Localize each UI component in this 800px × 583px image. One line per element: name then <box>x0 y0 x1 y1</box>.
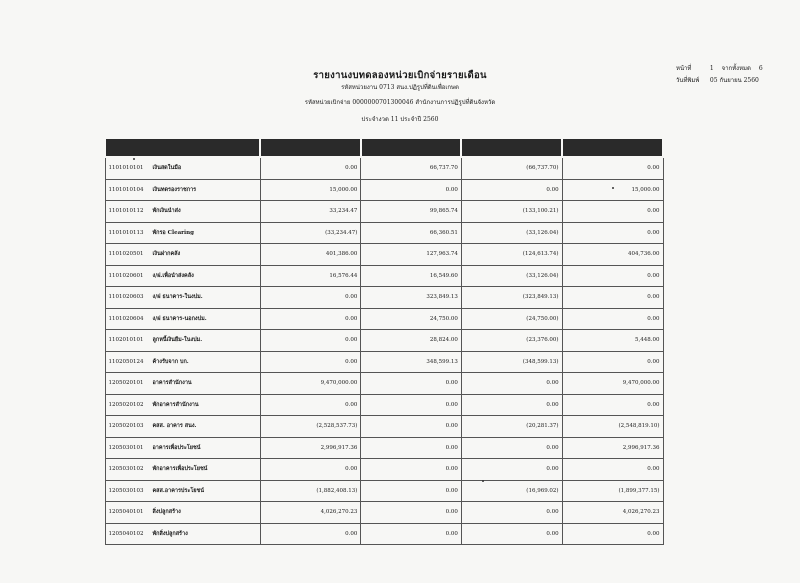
amount-cell-c3: 0.00 <box>461 179 562 201</box>
amount-cell-c2: 0.00 <box>361 502 462 524</box>
account-name: ค้างรับจาก บก. <box>152 358 189 365</box>
amount-cell-c3: (124,613.74) <box>461 244 562 266</box>
account-name: อาคารเพื่อประโยชน์ <box>152 444 201 451</box>
account-cell <box>105 244 260 266</box>
header-cell-col2 <box>361 138 462 157</box>
account-name: พักอาคารสำนักงาน <box>152 401 199 408</box>
account-name: พักรอ Clearing <box>152 229 194 236</box>
account-cell <box>105 437 260 459</box>
amount-cell-c4: (1,899,377.15) <box>562 480 663 502</box>
amount-cell-c3: 0.00 <box>461 373 562 395</box>
amount-cell-c3: 0.00 <box>461 437 562 459</box>
amount-cell-c1: 0.00 <box>260 523 361 545</box>
table-row <box>105 459 663 481</box>
account-name: ง/ฝ ธนาคาร-นอกงปม. <box>152 315 207 322</box>
amount-cell-c3: (133,100.21) <box>461 201 562 223</box>
amount-cell-c3: (348,599.13) <box>461 351 562 373</box>
amount-cell-c4: 0.00 <box>562 459 663 481</box>
account-cell <box>105 265 260 287</box>
amount-cell-c1: 0.00 <box>260 157 361 179</box>
scan-speck <box>133 158 135 160</box>
table-header-row <box>105 138 663 157</box>
account-code: 1101020603 <box>108 294 144 301</box>
amount-cell-c1: 33,234.47 <box>260 201 361 223</box>
header-cell-col3 <box>461 138 562 157</box>
account-cell <box>105 201 260 223</box>
account-code: 1205020102 <box>108 401 144 408</box>
table-row <box>105 201 663 223</box>
account-code: 1205040101 <box>108 509 144 516</box>
agency-code-line: รหัสหน่วยงาน 0713 สนง.ปฏิรูปที่ดินเพื่อเกษต <box>341 84 459 91</box>
table-row <box>105 308 663 330</box>
amount-cell-c4: 0.00 <box>562 265 663 287</box>
amount-cell-c1: 0.00 <box>260 351 361 373</box>
table-row <box>105 351 663 373</box>
amount-cell-c3: (24,750.00) <box>461 308 562 330</box>
account-cell <box>105 502 260 524</box>
amount-cell-c4: 4,026,270.23 <box>562 502 663 524</box>
account-code: 1205030103 <box>108 487 144 494</box>
amount-cell-c4: 0.00 <box>562 157 663 179</box>
amount-cell-c3: (66,737.70) <box>461 157 562 179</box>
disbursement-unit-line: รหัสหน่วยเบิกจ่าย 0000000701300046 สำนักงานการปฏิรูปที่ดินจังหวัด <box>304 99 496 106</box>
account-code: 1205030102 <box>108 466 144 473</box>
account-name: พักอาคารเพื่อประโยชน์ <box>152 466 208 473</box>
amount-cell-c1: 16,576.44 <box>260 265 361 287</box>
amount-cell-c4: 9,470,000.00 <box>562 373 663 395</box>
page-of-label: จากทั้งหมด <box>721 65 751 72</box>
account-code: 1101020601 <box>108 272 144 279</box>
amount-cell-c2: 66,737.70 <box>361 157 462 179</box>
amount-cell-c4: 0.00 <box>562 308 663 330</box>
header-cell-col1 <box>260 138 361 157</box>
account-cell <box>105 523 260 545</box>
amount-cell-c2: 16,549.60 <box>361 265 462 287</box>
account-cell <box>105 416 260 438</box>
amount-cell-c3: (23,376.00) <box>461 330 562 352</box>
amount-cell-c3: 0.00 <box>461 502 562 524</box>
account-name: เงินสดในมือ <box>152 165 182 172</box>
amount-cell-c4: 0.00 <box>562 394 663 416</box>
account-name: คสส.อาคารประโยชน์ <box>152 487 204 494</box>
amount-cell-c1: (2,528,537.73) <box>260 416 361 438</box>
amount-cell-c3: (33,126.04) <box>461 265 562 287</box>
account-code: 1101020501 <box>108 251 144 258</box>
header-cell-account <box>105 138 260 157</box>
amount-cell-c1: 0.00 <box>260 394 361 416</box>
amount-cell-c1: 2,996,917.36 <box>260 437 361 459</box>
amount-cell-c2: 24,750.00 <box>361 308 462 330</box>
account-cell <box>105 480 260 502</box>
amount-cell-c2: 0.00 <box>361 523 462 545</box>
account-name: พักสิ่งปลูกสร้าง <box>152 530 188 537</box>
account-code: 1205030101 <box>108 444 144 451</box>
account-name: สิ่งปลูกสร้าง <box>152 509 181 516</box>
amount-cell-c2: 0.00 <box>361 416 462 438</box>
table-row <box>105 480 663 502</box>
amount-cell-c2: 0.00 <box>361 459 462 481</box>
amount-cell-c2: 323,849.13 <box>361 287 462 309</box>
account-code: 1101010101 <box>108 165 144 172</box>
account-cell <box>105 459 260 481</box>
table-row <box>105 437 663 459</box>
table-row <box>105 330 663 352</box>
amount-cell-c1: 15,000.00 <box>260 179 361 201</box>
amount-cell-c3: (16,969.02) <box>461 480 562 502</box>
account-code: 1101010104 <box>108 186 144 193</box>
page-value: 1 <box>709 65 714 72</box>
account-name: เงินฝากคลัง <box>152 251 181 258</box>
amount-cell-c1: 0.00 <box>260 308 361 330</box>
account-code: 1205020101 <box>108 380 144 387</box>
table-row <box>105 179 663 201</box>
amount-cell-c2: 0.00 <box>361 373 462 395</box>
period-line: ประจำงวด 11 ประจำปี 2560 <box>361 116 439 123</box>
table-row <box>105 244 663 266</box>
table-row <box>105 502 663 524</box>
account-code: 1102050124 <box>108 358 144 365</box>
header-cell-col4 <box>562 138 663 157</box>
amount-cell-c1: 4,026,270.23 <box>260 502 361 524</box>
table-row <box>105 222 663 244</box>
account-name: คสส. อาคาร สนง. <box>152 423 197 430</box>
amount-cell-c4: 5,448.00 <box>562 330 663 352</box>
account-code: 1101010112 <box>108 208 144 215</box>
amount-cell-c2: 0.00 <box>361 437 462 459</box>
amount-cell-c2: 0.00 <box>361 394 462 416</box>
amount-cell-c2: 28,824.00 <box>361 330 462 352</box>
account-name: ลูกหนี้เงินยืม-ในงปม. <box>152 337 203 344</box>
amount-cell-c4: 0.00 <box>562 287 663 309</box>
amount-cell-c4: 0.00 <box>562 222 663 244</box>
amount-cell-c3: 0.00 <box>461 459 562 481</box>
amount-cell-c1: (1,882,408.13) <box>260 480 361 502</box>
account-name: ง/ฝ.เพื่อนำส่งคลัง <box>152 272 194 279</box>
table-row <box>105 265 663 287</box>
amount-cell-c2: 127,963.74 <box>361 244 462 266</box>
amount-cell-c2: 0.00 <box>361 179 462 201</box>
amount-cell-c2: 66,360.51 <box>361 222 462 244</box>
account-cell <box>105 373 260 395</box>
account-cell <box>105 179 260 201</box>
account-cell <box>105 308 260 330</box>
print-date-label: วันที่พิมพ์ <box>676 77 700 84</box>
amount-cell-c1: 0.00 <box>260 287 361 309</box>
table-row <box>105 523 663 545</box>
amount-cell-c4: (2,548,819.10) <box>562 416 663 438</box>
table-row <box>105 394 663 416</box>
amount-cell-c2: 0.00 <box>361 480 462 502</box>
account-code: 1102010101 <box>108 337 144 344</box>
account-cell <box>105 157 260 179</box>
amount-cell-c3: 0.00 <box>461 394 562 416</box>
page-of-value: 6 <box>758 65 763 72</box>
amount-cell-c4: 0.00 <box>562 351 663 373</box>
amount-cell-c3: (33,126.04) <box>461 222 562 244</box>
account-cell <box>105 330 260 352</box>
account-cell <box>105 222 260 244</box>
page-label: หน้าที่ <box>676 65 692 72</box>
table-row <box>105 157 663 179</box>
account-name: พักเงินนำส่ง <box>152 208 181 215</box>
amount-cell-c4: 2,996,917.36 <box>562 437 663 459</box>
account-code: 1101010113 <box>108 229 144 236</box>
amount-cell-c3: (323,849.13) <box>461 287 562 309</box>
amount-cell-c1: 9,470,000.00 <box>260 373 361 395</box>
account-cell <box>105 394 260 416</box>
account-cell <box>105 287 260 309</box>
amount-cell-c4: 404,736.00 <box>562 244 663 266</box>
table-row <box>105 416 663 438</box>
amount-cell-c4: 15,000.00 <box>562 179 663 201</box>
account-code: 1101020604 <box>108 315 144 322</box>
print-date-value: 05 กันยายน 2560 <box>709 77 759 84</box>
account-cell <box>105 351 260 373</box>
amount-cell-c4: 0.00 <box>562 523 663 545</box>
report-title: รายงานงบทดลองหน่วยเบิกจ่ายรายเดือน <box>313 70 487 81</box>
account-code: 1205020103 <box>108 423 144 430</box>
scan-speck <box>612 187 614 189</box>
amount-cell-c1: 0.00 <box>260 330 361 352</box>
amount-cell-c1: 0.00 <box>260 459 361 481</box>
trial-balance-table <box>104 137 664 545</box>
table-row <box>105 373 663 395</box>
amount-cell-c2: 99,865.74 <box>361 201 462 223</box>
amount-cell-c4: 0.00 <box>562 201 663 223</box>
amount-cell-c3: 0.00 <box>461 523 562 545</box>
amount-cell-c3: (20,281.37) <box>461 416 562 438</box>
amount-cell-c2: 348,599.13 <box>361 351 462 373</box>
account-name: ง/ฝ ธนาคาร-ในงปม. <box>152 294 203 301</box>
account-name: อาคารสำนักงาน <box>152 380 192 387</box>
amount-cell-c1: 401,386.00 <box>260 244 361 266</box>
table-row <box>105 287 663 309</box>
account-name: เงินทดรองราชการ <box>152 186 197 193</box>
account-code: 1205040102 <box>108 530 144 537</box>
scan-speck <box>482 480 484 482</box>
amount-cell-c1: (33,234.47) <box>260 222 361 244</box>
